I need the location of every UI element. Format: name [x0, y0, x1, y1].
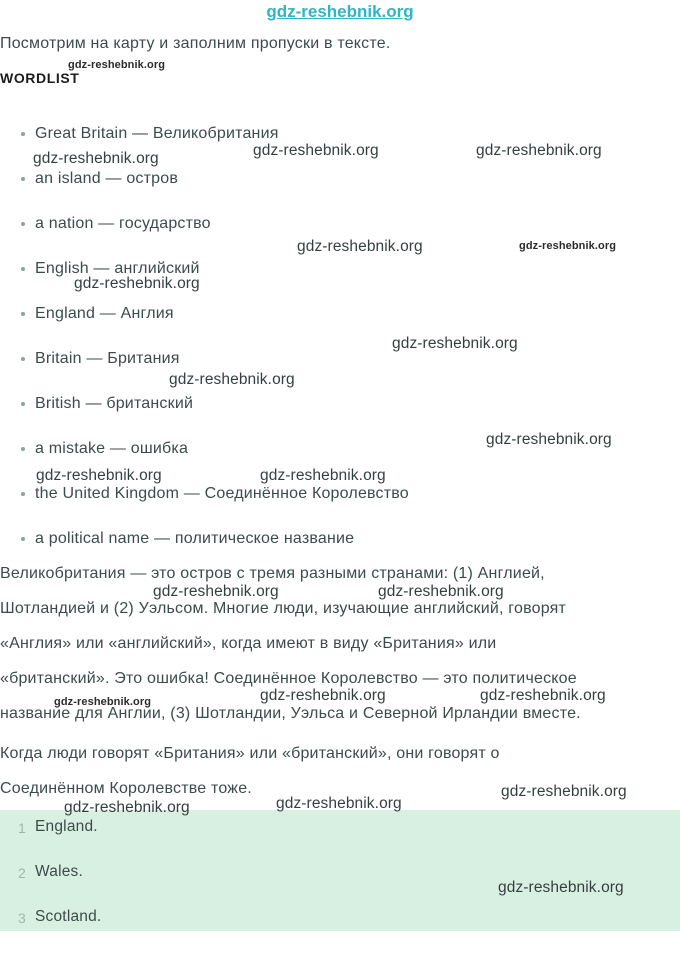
watermark-text: gdz-reshebnik.org — [260, 687, 386, 704]
watermark-text: gdz-reshebnik.org — [392, 335, 518, 352]
watermark-text: gdz-reshebnik.org — [486, 431, 612, 448]
watermark-text: gdz-reshebnik.org — [480, 687, 606, 704]
text-line: Шотландией и (2) Уэльсом. Многие люди, изучающие английский, говорят — [0, 600, 567, 617]
answer-text: Wales. — [35, 863, 83, 880]
watermark-text: gdz-reshebnik.org — [68, 59, 166, 71]
watermark-text: gdz-reshebnik.org — [253, 142, 379, 159]
wordlist-item — [0, 485, 680, 530]
watermark-text: gdz-reshebnik.org — [498, 879, 624, 896]
wordlist-item — [0, 170, 680, 215]
watermark-text: gdz-reshebnik.org — [36, 467, 162, 484]
watermark-text: gdz-reshebnik.org — [33, 150, 159, 167]
wordlist-item — [0, 350, 680, 395]
answers-panel — [0, 810, 680, 931]
watermark-text: gdz-reshebnik.org — [476, 142, 602, 159]
watermark-text: gdz-reshebnik.org — [501, 783, 627, 800]
wordlist-item-text: England — Англия — [35, 305, 174, 322]
watermark-text: gdz-reshebnik.org — [153, 583, 279, 600]
answer-text: Scotland. — [35, 908, 102, 925]
answer-number: 1 — [18, 820, 26, 836]
watermark-text: gdz-reshebnik.org — [378, 583, 504, 600]
text-line: «Англия» или «английский», когда имеют в виду «Британия» или — [0, 635, 497, 652]
watermark-text: gdz-reshebnik.org — [64, 799, 190, 816]
task-title: Посмотрим на карту и заполним пропуски в тексте. — [0, 35, 391, 52]
watermark-text: gdz-reshebnik.org — [519, 240, 617, 252]
wordlist — [0, 125, 680, 575]
text-line: Великобритания — это остров с тремя разными странами: (1) Англией, — [0, 565, 545, 582]
wordlist-item-text: a nation — государство — [35, 215, 211, 232]
wordlist-item-text: a political name — политическое название — [35, 530, 355, 547]
watermark-text: gdz-reshebnik.org — [169, 371, 295, 388]
wordlist-item-text: Great Britain — Великобритания — [35, 125, 279, 142]
watermark-text: gdz-reshebnik.org — [74, 275, 200, 292]
wordlist-heading: WORDLIST — [0, 70, 80, 86]
watermark-text: gdz-reshebnik.org — [297, 238, 423, 255]
wordlist-item — [0, 305, 680, 350]
wordlist-item-text: a mistake — ошибка — [35, 440, 189, 457]
wordlist-item-text: British — британский — [35, 395, 194, 412]
answer-text: England. — [35, 818, 98, 835]
wordlist-item-text: English — английский — [35, 260, 200, 277]
wordlist-item-text: the United Kingdom — Соединённое Королевство — [35, 485, 409, 502]
text-line: Соединённом Королевстве тоже. — [0, 780, 252, 797]
text-line: «британский». Это ошибка! Соединённое Королевство — это политическое — [0, 670, 577, 687]
wordlist-item-text: an island — остров — [35, 170, 179, 187]
site-watermark-link[interactable]: gdz-reshebnik.org — [266, 2, 414, 21]
text-line: Когда люди говорят «Британия» или «британский», они говорят о — [0, 745, 500, 762]
watermark-text: gdz-reshebnik.org — [276, 795, 402, 812]
text-line: название для Англии, (3) Шотландии, Уэльса и Северной Ирландии вместе. — [0, 705, 581, 722]
answer-row — [0, 818, 680, 863]
wordlist-item-text: Britain — Британия — [35, 350, 180, 367]
answer-number: 2 — [18, 865, 26, 881]
watermark-text: gdz-reshebnik.org — [54, 696, 152, 708]
answer-number: 3 — [18, 910, 26, 926]
watermark-text: gdz-reshebnik.org — [260, 467, 386, 484]
